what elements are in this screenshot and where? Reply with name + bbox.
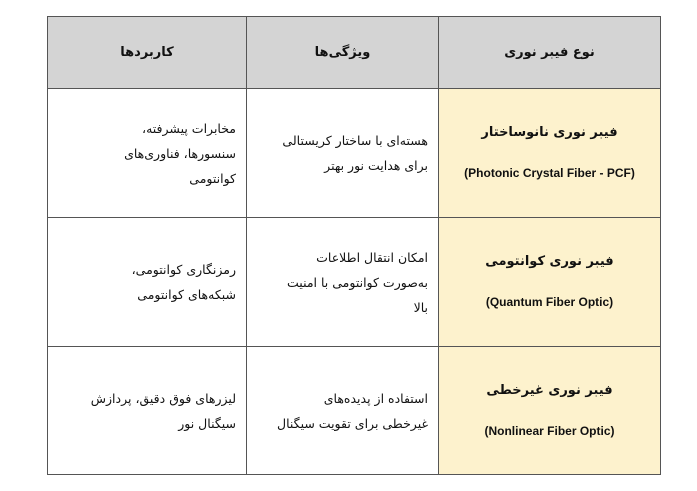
features-cell <box>247 89 439 218</box>
features-cell <box>247 347 439 475</box>
type-latin-name: (Nonlinear Fiber Optic) <box>484 423 615 438</box>
applications-cell <box>48 218 247 347</box>
fiber-types-table <box>47 16 661 475</box>
applications-cell <box>48 347 247 475</box>
features-line: امکان انتقال اطلاعات <box>316 249 428 265</box>
features-line: به‌صورت کوانتومی با امنیت <box>287 274 428 290</box>
applications-line: رمزنگاری کوانتومی، <box>131 262 236 277</box>
applications-line: سنسورها، فناوری‌های <box>124 145 236 161</box>
table-row <box>48 218 661 347</box>
table-row <box>48 347 661 475</box>
features-line: بالا <box>413 299 428 315</box>
type-name: فیبر نوری نانوساختار <box>481 125 618 140</box>
features-cell <box>247 218 439 347</box>
header-features: ویژگی‌ها <box>247 17 439 89</box>
header-applications: کاربردها <box>48 17 247 89</box>
table-body <box>48 89 661 475</box>
applications-line: سیگنال نور <box>178 415 236 431</box>
features-line: غیرخطی برای تقویت سیگنال <box>277 415 428 431</box>
type-cell <box>439 89 661 218</box>
features-line: استفاده از پدیده‌های <box>323 390 428 406</box>
header-row <box>48 17 661 89</box>
type-name: فیبر نوری کوانتومی <box>485 254 614 269</box>
type-cell <box>439 347 661 475</box>
applications-cell <box>48 89 247 218</box>
type-cell <box>439 218 661 347</box>
type-latin-name: (Quantum Fiber Optic) <box>485 295 614 309</box>
features-line: برای هدایت نور بهتر <box>324 158 428 173</box>
type-latin-name: (Photonic Crystal Fiber - PCF) <box>464 166 635 180</box>
applications-line: شبکه‌های کوانتومی <box>137 287 236 302</box>
table-row <box>48 89 661 218</box>
applications-line: کوانتومی <box>189 170 236 186</box>
applications-line: مخابرات پیشرفته، <box>142 120 236 136</box>
applications-line: لیزرهای فوق دقیق، پردازش <box>90 390 236 406</box>
features-line: هسته‌ای با ساختار کریستالی <box>282 133 428 148</box>
table-header <box>48 17 661 89</box>
header-type: نوع فیبر نوری <box>439 17 661 89</box>
type-name: فیبر نوری غیرخطی <box>486 382 613 398</box>
